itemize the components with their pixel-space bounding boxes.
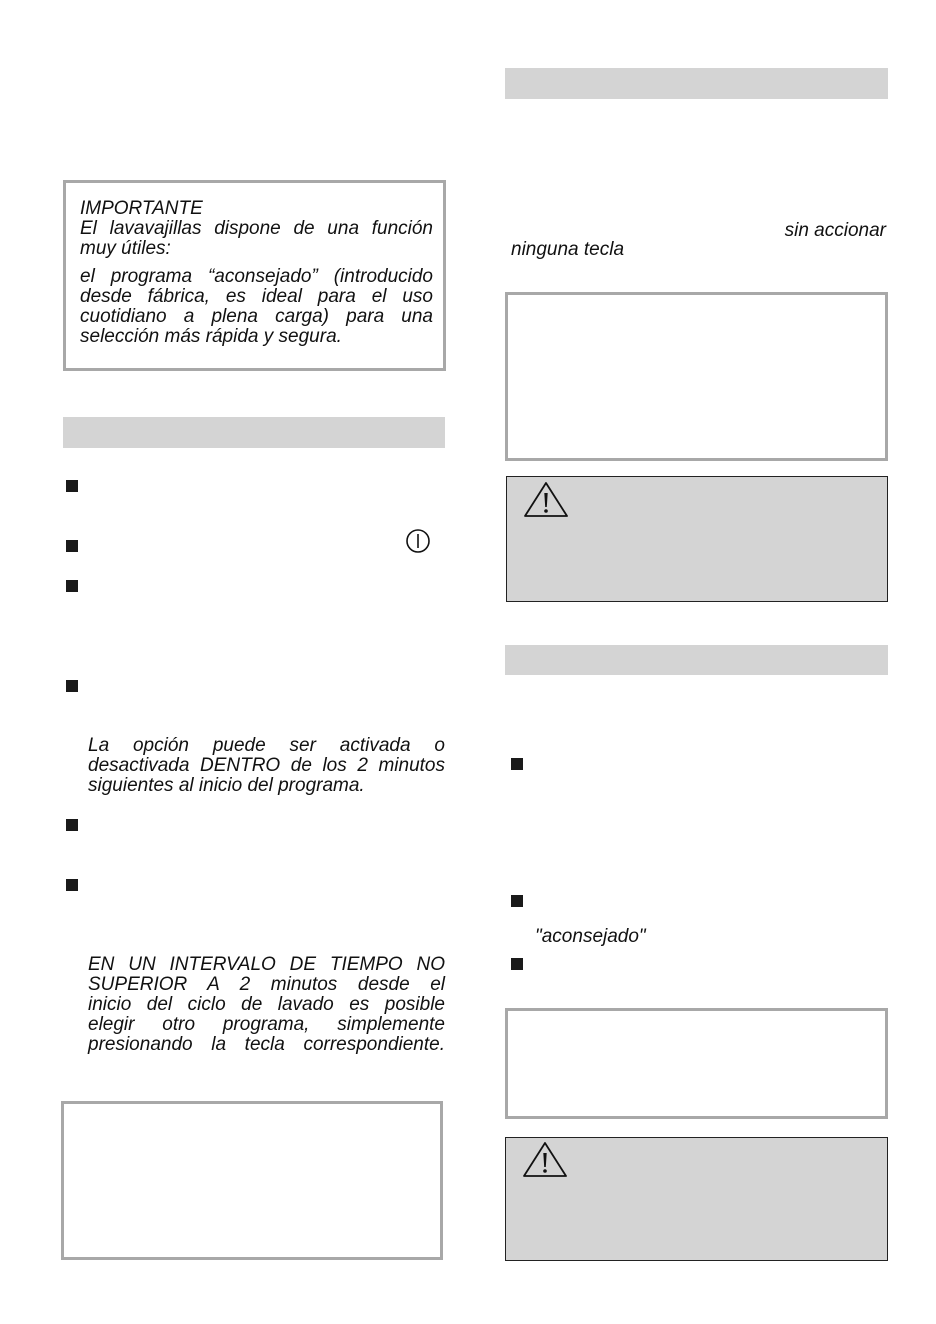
important-line-2: muy útiles:	[80, 238, 171, 259]
square-bullet-icon	[66, 680, 78, 692]
interval-note-line-5: presionando la tecla correspondiente.	[88, 1034, 445, 1055]
right-middle-header-bar	[505, 645, 888, 675]
warning-box-2	[505, 1137, 888, 1261]
square-bullet-icon	[66, 580, 78, 592]
square-bullet-icon	[511, 958, 523, 970]
interval-note-line-3: inicio del ciclo de lavado es posible	[88, 994, 445, 1015]
option-note-line-2: desactivada DENTRO de los 2 minutos	[88, 755, 445, 776]
square-bullet-icon	[66, 540, 78, 552]
square-bullet-icon	[511, 895, 523, 907]
warning-triangle-icon	[522, 1140, 568, 1178]
interval-note	[88, 955, 445, 1055]
square-bullet-icon	[66, 879, 78, 891]
right-empty-box-1	[505, 292, 888, 461]
square-bullet-icon	[66, 819, 78, 831]
interval-note-line-1: EN UN INTERVALO DE TIEMPO NO	[88, 954, 445, 975]
right-top-header-bar	[505, 68, 888, 99]
interval-note-line-2: SUPERIOR A 2 minutos desde el	[88, 974, 445, 995]
interval-note-line-4: elegir otro programa, simplemente	[88, 1014, 445, 1035]
square-bullet-icon	[66, 480, 78, 492]
warning-triangle-icon	[523, 480, 569, 518]
important-para-line-4: selección más rápida y segura.	[80, 326, 342, 347]
warning-box-1	[506, 476, 888, 602]
important-text-block	[80, 199, 433, 347]
option-note-line-1: La opción puede ser activada o	[88, 735, 445, 756]
important-para-line-1: el programa “aconsejado” (introducido	[80, 266, 433, 287]
left-bottom-empty-box	[61, 1101, 443, 1260]
option-note-line-3: siguientes al inicio del programa.	[88, 775, 365, 796]
important-para-line-3: cuotidiano a plena carga) para una	[80, 306, 433, 327]
right-empty-box-2	[505, 1008, 888, 1119]
important-para-line-2: desde fábrica, es ideal para el uso	[80, 286, 433, 307]
aconsejado-text: "aconsejado"	[535, 926, 646, 947]
ninguna-tecla-text: ninguna tecla	[511, 239, 625, 260]
important-box	[63, 180, 446, 371]
important-line-1: El lavavajillas dispone de una función	[80, 218, 433, 239]
square-bullet-icon	[511, 758, 523, 770]
option-note	[88, 736, 445, 796]
left-section-header-bar	[63, 417, 445, 448]
power-icon	[405, 528, 431, 554]
sin-accionar-text: sin accionar	[784, 220, 886, 241]
important-title: IMPORTANTE	[80, 198, 203, 219]
